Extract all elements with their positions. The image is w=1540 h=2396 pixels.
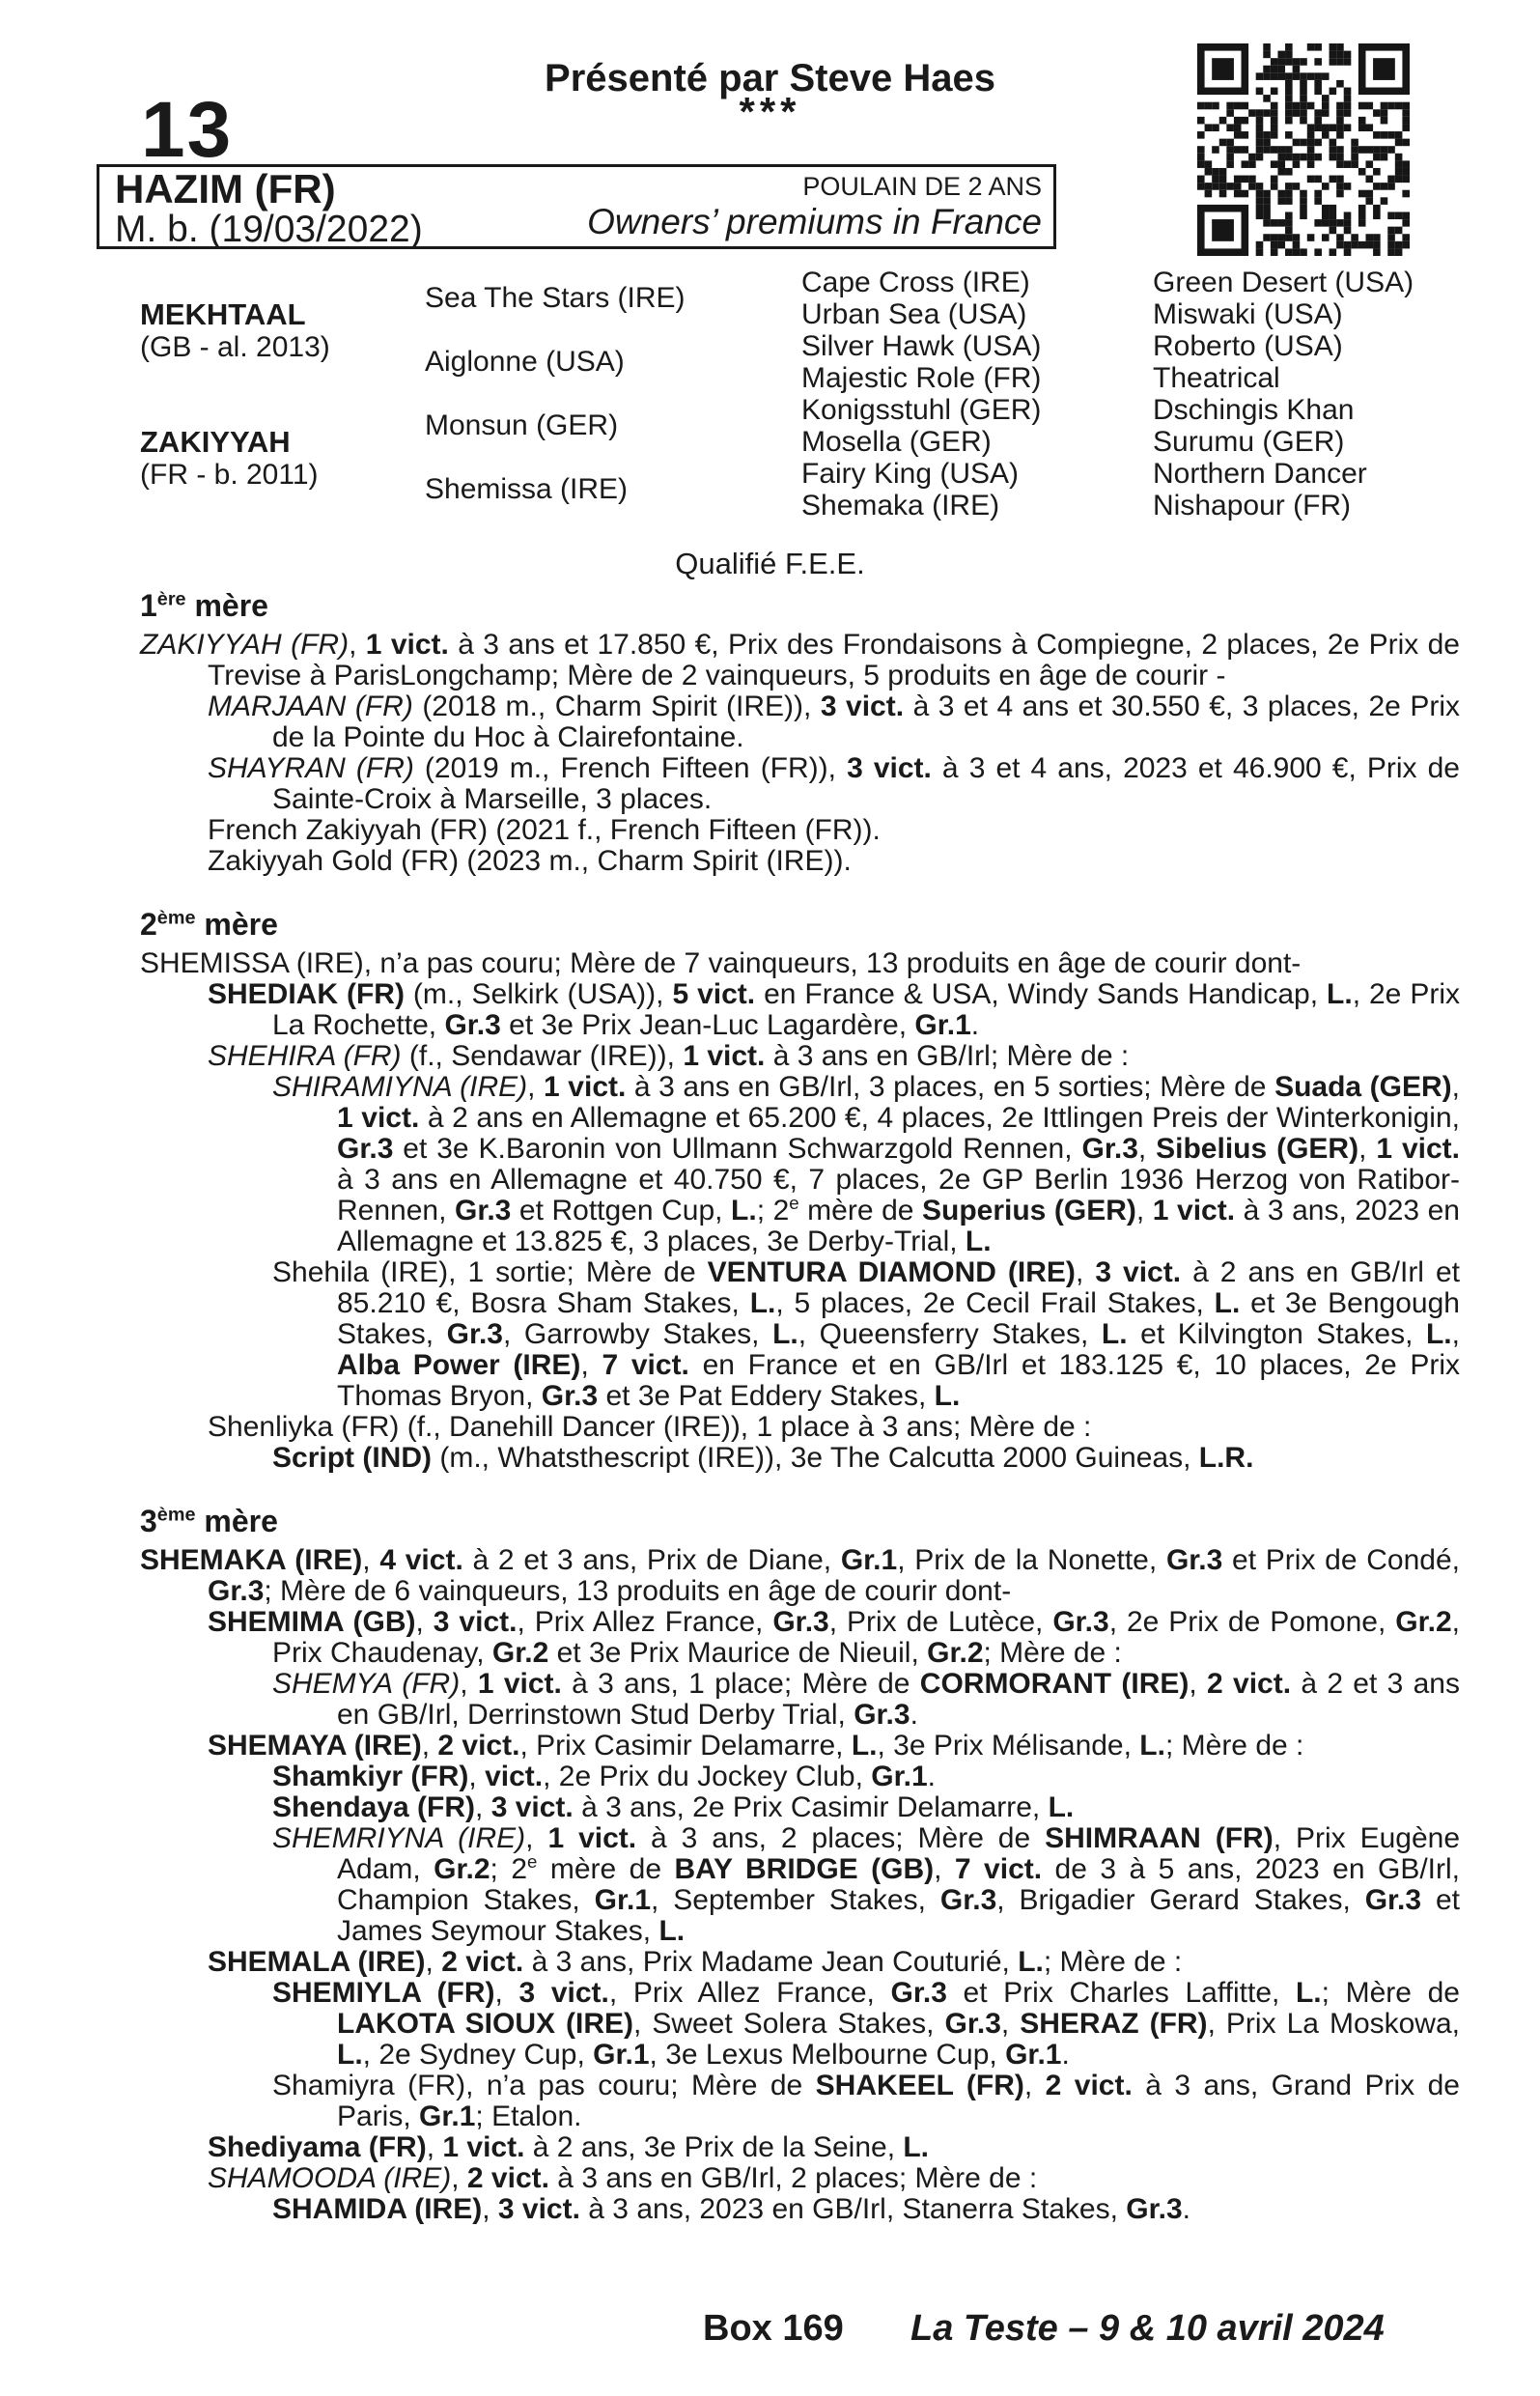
text-segment: 2 vict. (437, 1730, 520, 1762)
pedigree-ancestor: Konigsstuhl (GER) (801, 394, 1042, 426)
text-segment: Gr.1 (419, 2100, 476, 2132)
text-segment: LAKOTA SIOUX (IRE) (337, 2008, 633, 2040)
text-segment: , (1075, 1256, 1096, 1288)
text-segment: 3 (140, 1504, 157, 1538)
pedigree-ancestor: Northern Dancer (1153, 458, 1367, 490)
text-segment: à 2 ans, 3e Prix de la Seine, (524, 2131, 904, 2163)
text-segment: , 3e Lexus Melbourne Cup, (649, 2039, 1006, 2071)
text-segment: à 3 ans, 2 places; Mère de (636, 1822, 1046, 1854)
text-segment: à 2 ans en Allemagne et 65.200 €, 4 places, 2e Ittlingen Preis der Winterkonigin, (419, 1102, 1460, 1134)
lot-number: 13 (141, 86, 234, 174)
text-segment: à 3 ans, Prix Madame Jean Couturié, (523, 1946, 1019, 1978)
text-segment: 1 vict. (547, 1822, 637, 1854)
text-segment: à 3 ans, 2023 en GB/Irl, Stanerra Stakes, (579, 2193, 1127, 2225)
text-segment: mère (185, 588, 268, 623)
pedigree-ancestor: Fairy King (USA) (801, 458, 1020, 490)
text-segment: L. (851, 1730, 878, 1762)
text-segment: , (1023, 2070, 1046, 2101)
text-segment: (f., Sendawar (IRE)), (401, 1040, 684, 1072)
text-segment: , (1451, 1071, 1460, 1103)
text-segment: , Garrowby Stakes, (502, 1318, 773, 1350)
text-segment: 3 vict. (490, 1791, 574, 1823)
pedigree-ancestor: Aiglonne (USA) (425, 346, 625, 378)
text-segment: SHAYRAN (FR) (208, 752, 414, 784)
text-segment: en France & USA, Windy Sands Handicap, (755, 978, 1328, 1010)
text-segment: , (1000, 2008, 1021, 2040)
footer-box-number: Box 169 (703, 2308, 844, 2349)
text-segment: SHEMAKA (IRE) (140, 1544, 363, 1576)
text-segment: Gr.1 (594, 1884, 651, 1916)
pedigree-sire-origin: (GB - al. 2013) (140, 331, 330, 363)
text-segment: L. (1425, 1318, 1452, 1350)
paragraph (140, 1823, 1460, 1947)
text-segment: Gr.3 (454, 1195, 512, 1226)
text-segment: SHEHIRA (FR) (208, 1040, 402, 1072)
text-segment: 5 vict. (672, 978, 756, 1010)
paragraph (140, 2071, 1460, 2132)
pedigree-ancestor: Shemaka (IRE) (801, 490, 1000, 521)
text-segment: à 3 ans, 2e Prix Casimir Delamarre, (573, 1791, 1049, 1823)
paragraph (140, 1731, 1460, 1762)
pedigree-dam-name: ZAKIYYAH (140, 425, 291, 459)
text-segment: Gr.1 (871, 1761, 928, 1792)
pedigree-text (140, 587, 1460, 2254)
pedigree-ancestor: Roberto (USA) (1153, 330, 1343, 362)
text-segment: et Kilvington Stakes, (1127, 1318, 1426, 1350)
text-segment: French Zakiyyah (FR) (2021 f., French Fifteen (FR)). (208, 814, 881, 846)
text-segment: L. (1327, 978, 1353, 1010)
text-segment: mère de (798, 1195, 922, 1226)
text-segment: Shamkiyr (FR) (272, 1761, 469, 1792)
text-segment: et James Seymour Stakes, (337, 1884, 1461, 1947)
paragraph (140, 1762, 1460, 1792)
text-segment: , 2e Prix du Jockey Club, (543, 1761, 872, 1792)
text-segment: Alba Power (IRE) (337, 1349, 581, 1381)
text-segment: L. (1048, 1791, 1075, 1823)
text-segment: (m., Whatsthescript (IRE)), 3e The Calcutta 2000 Guineas, (432, 1442, 1199, 1474)
text-segment: à 3 ans en GB/Irl, 2 places; Mère de : (548, 2162, 1038, 2194)
text-segment: (2018 m., Charm Spirit (IRE)), (412, 691, 821, 722)
text-segment: L. (658, 1915, 686, 1947)
section-third-dam-heading (140, 1503, 1460, 1539)
paragraph (140, 979, 1460, 1041)
paragraph (140, 1443, 1460, 1474)
text-segment: et 3e K.Baronin von Ullmann Schwarzgold Rennen, (393, 1133, 1082, 1165)
text-segment: ère (156, 588, 186, 610)
text-segment: , (482, 2193, 498, 2225)
owners-premiums-note: Owners’ premiums in France (587, 202, 1042, 241)
horse-category: POULAIN DE 2 ANS (802, 172, 1042, 201)
text-segment: , Prix Eugène Adam, (337, 1822, 1461, 1885)
pedigree-ancestor: Silver Hawk (USA) (801, 330, 1042, 362)
pedigree-ancestor: Majestic Role (FR) (801, 362, 1042, 394)
text-segment: en France et en GB/Irl et 183.125 €, 10 places, 2e Prix Thomas Bryon, (337, 1349, 1461, 1412)
horse-name: HAZIM (FR) (115, 166, 336, 211)
text-segment: et 3e Prix Jean-Luc Lagardère, (500, 1009, 915, 1041)
text-segment: L. (731, 1195, 757, 1226)
text-segment: , (1451, 1318, 1460, 1350)
text-segment: SHIRAMIYNA (IRE) (272, 1071, 528, 1103)
text-segment: Gr.3 (772, 1606, 829, 1638)
text-segment: Gr.1 (914, 1009, 971, 1041)
pedigree-ancestor: Green Desert (USA) (1153, 267, 1414, 298)
text-segment: Shehila (IRE), 1 sortie; Mère de (272, 1256, 708, 1288)
text-segment: , (525, 1822, 548, 1854)
text-segment: 7 vict. (602, 1349, 689, 1381)
text-segment: . (927, 1761, 936, 1792)
text-segment: e (527, 1851, 538, 1872)
section-second-dam-body (140, 948, 1460, 1474)
text-segment: , 2e Sydney Cup, (362, 2039, 594, 2071)
text-segment: , 2e Prix de Pomone, (1108, 1606, 1396, 1638)
text-segment: de 3 à 5 ans, 2023 en GB/Irl, Champion Stakes, (337, 1853, 1461, 1916)
text-segment: e (789, 1193, 799, 1213)
text-segment: , 2e Prix La Rochette, (272, 978, 1460, 1041)
text-segment: à 3 ans, 1 place; Mère de (561, 1668, 920, 1700)
text-segment: SHERAZ (FR) (1020, 2008, 1208, 2040)
text-segment: à 3 ans en Allemagne et 40.750 €, 7 places, 2e GP Berlin 1936 Herzog von Ratibor-Rennen, (337, 1164, 1460, 1226)
text-segment: , Prix La Moskowa, (1207, 2008, 1460, 2040)
text-segment: ; Mère de : (1043, 1946, 1183, 1978)
section-first-dam-heading (140, 587, 1460, 624)
text-segment: SHEMISSA (IRE), n’a pas couru; Mère de 7 vainqueurs, 13 produits en âge de courir dont- (140, 947, 1302, 979)
text-segment: Shediyama (FR) (208, 2131, 427, 2163)
text-segment: et 3e Prix Maurice de Nieuil, (548, 1637, 928, 1669)
pedigree-ancestor: Shemissa (IRE) (425, 473, 629, 505)
text-segment: ; Mère de 6 vainqueurs, 13 produits en âge de courir dont- (264, 1575, 1012, 1607)
text-segment: 3 vict. (497, 2193, 580, 2225)
text-segment: Gr.3 (1052, 1606, 1109, 1638)
pedigree-ancestor: Sea The Stars (IRE) (425, 282, 686, 314)
text-segment: 1 vict. (365, 629, 449, 661)
text-segment: , (415, 1606, 434, 1638)
text-segment: Gr.2 (927, 1637, 984, 1669)
text-segment: , (349, 629, 366, 661)
text-segment: , (426, 2131, 443, 2163)
text-segment: à 3 et 4 ans, 2023 et 46.900 €, Prix de Sainte-Croix à Marseille, 3 places. (272, 752, 1460, 815)
text-segment: SHAMIDA (IRE) (272, 2193, 483, 2225)
text-segment: , Prix Chaudenay, (272, 1606, 1460, 1669)
section-second-dam (140, 906, 1460, 1474)
text-segment: Script (IND) (272, 1442, 432, 1474)
pedigree-generation-2 (425, 282, 686, 537)
text-segment: 1 vict. (1152, 1195, 1236, 1226)
paragraph (140, 1545, 1460, 1607)
text-segment: 1 vict. (544, 1071, 627, 1103)
text-segment: Gr.2 (491, 1637, 549, 1669)
text-segment: , Prix Allez France, (608, 1977, 891, 2009)
text-segment: à 3 ans en GB/Irl; Mère de : (765, 1040, 1130, 1072)
paragraph (140, 1947, 1460, 1978)
paragraph (140, 753, 1460, 815)
text-segment: ZAKIYYAH (FR) (140, 629, 350, 661)
text-segment: SHAKEEL (FR) (815, 2070, 1024, 2101)
text-segment: et Rottgen Cup, (511, 1195, 732, 1226)
text-segment: . (910, 1699, 918, 1731)
text-segment: Shamiyra (FR), n’a pas couru; Mère de (272, 2070, 816, 2101)
text-segment: Shenliyka (FR) (f., Danehill Dancer (IRE)), 1 place à 3 ans; Mère de : (208, 1411, 1092, 1443)
pedigree-ancestor: Surumu (GER) (1153, 426, 1345, 458)
text-segment: ; 2 (756, 1195, 790, 1226)
text-segment: , (1137, 1133, 1157, 1165)
text-segment: , September Stakes, (651, 1884, 940, 1916)
text-segment: SHEMIMA (GB) (208, 1606, 416, 1638)
text-segment: à 3 et 4 ans et 30.550 €, 3 places, 2e Prix de la Pointe du Hoc à Clairefontaine. (272, 691, 1461, 753)
text-segment: , (494, 1977, 519, 2009)
text-segment: à 2 ans en GB/Irl et 85.210 €, Bosra Sham Stakes, (337, 1256, 1461, 1319)
text-segment: 3 vict. (847, 752, 932, 784)
text-segment: Gr.3 (854, 1699, 910, 1731)
text-segment: Gr.3 (1364, 1884, 1422, 1916)
text-segment: , Sweet Solera Stakes, (633, 2008, 945, 2040)
section-first-dam (140, 587, 1460, 877)
text-segment: L. (1295, 1977, 1322, 2009)
text-segment: 3 vict. (518, 1977, 609, 2009)
text-segment: Gr.3 (890, 1977, 947, 2009)
pedigree-dam-origin: (FR - b. 2011) (140, 459, 319, 491)
text-segment: , Prix Allez France, (517, 1606, 773, 1638)
pedigree-ancestor: Dschingis Khan (1153, 394, 1355, 426)
text-segment: Sibelius (GER) (1156, 1133, 1359, 1165)
text-segment: 1 vict. (1376, 1133, 1460, 1165)
text-segment: SHEMRIYNA (IRE) (272, 1822, 526, 1854)
paragraph (140, 2163, 1460, 2194)
text-segment: , (475, 1791, 491, 1823)
text-segment: CORMORANT (IRE) (919, 1668, 1190, 1700)
header-box (97, 164, 1056, 249)
text-segment: , (527, 1071, 545, 1103)
text-segment: SHEDIAK (FR) (208, 978, 405, 1010)
text-segment: et Prix de Condé, (1222, 1544, 1460, 1576)
pedigree-ancestor: Mosella (GER) (801, 426, 992, 458)
pedigree-ancestor: Nishapour (FR) (1153, 490, 1352, 521)
text-segment: 1 vict. (442, 2131, 525, 2163)
text-segment: Gr.2 (434, 1853, 490, 1885)
text-segment: Gr.3 (939, 1884, 997, 1916)
text-segment: , (934, 1853, 955, 1885)
text-segment: Superius (GER) (922, 1195, 1136, 1226)
section-first-dam-body (140, 630, 1460, 877)
horse-sex-birthdate: M. b. (19/03/2022) (115, 209, 423, 250)
text-segment: ; Mère de : (983, 1637, 1122, 1669)
paragraph (140, 630, 1460, 691)
header-right (587, 168, 1042, 244)
pedigree-sire-name: MEKHTAAL (140, 297, 306, 331)
text-segment: Shendaya (FR) (272, 1791, 476, 1823)
section-third-dam (140, 1503, 1460, 2225)
paragraph (140, 815, 1460, 846)
qr-code-image (1197, 43, 1410, 256)
text-segment: et 3e Pat Eddery Stakes, (598, 1380, 935, 1412)
text-segment: Gr.3 (337, 1133, 394, 1165)
text-segment: (2019 m., French Fifteen (FR)), (413, 752, 848, 784)
fee-qualification: Qualifié F.E.E. (675, 547, 865, 580)
text-segment: 3 vict. (1095, 1256, 1182, 1288)
text-segment: 1 vict. (477, 1668, 562, 1700)
text-segment: à 3 ans, Grand Prix de Paris, (337, 2070, 1460, 2132)
text-segment: , Prix Casimir Delamarre, (519, 1730, 852, 1762)
text-segment: (m., Selkirk (USA)), (404, 978, 673, 1010)
text-segment: Gr.1 (593, 2039, 650, 2071)
text-segment: mère de (537, 1853, 675, 1885)
text-segment: , Queensferry Stakes, (798, 1318, 1102, 1350)
text-segment: 2 (140, 907, 157, 942)
text-segment: , 5 places, 2e Cecil Frail Stakes, (775, 1287, 1215, 1319)
paragraph (140, 1792, 1460, 1823)
pedigree-generation-3 (801, 267, 1041, 521)
text-segment: Gr.1 (1005, 2039, 1062, 2071)
text-segment: 3 vict. (820, 691, 905, 722)
text-segment: L. (903, 2131, 930, 2163)
paragraph (140, 1978, 1460, 2071)
text-segment: SHAMOODA (IRE) (208, 2162, 452, 2194)
text-segment: , (425, 1946, 442, 1978)
text-segment: L. (1139, 1730, 1165, 1762)
text-segment: 2 vict. (1045, 2070, 1133, 2101)
text-segment: BAY BRIDGE (GB) (674, 1853, 935, 1885)
text-segment: ; 2 (490, 1853, 528, 1885)
section-third-dam-body (140, 1545, 1460, 2225)
text-segment: . (1061, 2039, 1070, 2071)
text-segment: , (1135, 1195, 1153, 1226)
text-segment: Gr.3 (208, 1575, 265, 1607)
text-segment: SHEMYA (FR) (272, 1668, 461, 1700)
text-segment: ème (156, 907, 196, 929)
text-segment: L. (1018, 1946, 1044, 1978)
text-segment: 1 vict. (337, 1102, 420, 1134)
text-segment: 4 vict. (379, 1544, 463, 1576)
text-segment: 1 (140, 588, 157, 623)
text-segment: Suada (GER) (1274, 1071, 1452, 1103)
text-segment: ; Mère de : (1164, 1730, 1304, 1762)
text-segment: L. (1214, 1287, 1241, 1319)
text-segment: SHIMRAAN (FR) (1045, 1822, 1274, 1854)
stars-separator: *** (739, 89, 801, 134)
text-segment: vict. (485, 1761, 544, 1792)
text-segment: , (421, 1730, 438, 1762)
pedigree-ancestor: Miswaki (USA) (1153, 298, 1343, 330)
text-segment: et 3e Bengough Stakes, (337, 1287, 1460, 1350)
text-segment: mère (195, 907, 278, 942)
text-segment: SHEMIYLA (FR) (272, 1977, 495, 2009)
text-segment: , (1189, 1668, 1208, 1700)
text-segment: Gr.2 (1395, 1606, 1452, 1638)
paragraph (140, 846, 1460, 877)
text-segment: , (468, 1761, 486, 1792)
text-segment: Gr.3 (1081, 1133, 1138, 1165)
qr-code (1197, 43, 1410, 256)
text-segment: , (580, 1349, 602, 1381)
text-segment: Zakiyyah Gold (FR) (2023 m., Charm Spirit (IRE)). (208, 845, 852, 877)
pedigree-ancestor: Urban Sea (USA) (801, 298, 1027, 330)
paragraph (140, 1669, 1460, 1731)
text-segment: SHEMAYA (IRE) (208, 1730, 422, 1762)
text-segment: 2 vict. (1207, 1668, 1292, 1700)
text-segment: 1 vict. (683, 1040, 766, 1072)
paragraph (140, 948, 1460, 979)
text-segment: , (451, 2162, 467, 2194)
text-segment: , Brigadier Gerard Stakes, (996, 1884, 1365, 1916)
text-segment: à 2 et 3 ans en GB/Irl, Derrinstown Stud Derby Trial, (337, 1668, 1460, 1731)
paragraph (140, 2132, 1460, 2163)
paragraph (140, 2194, 1460, 2225)
paragraph (140, 1412, 1460, 1443)
text-segment: Gr.3 (541, 1380, 599, 1412)
text-segment: , Prix de la Nonette, (897, 1544, 1166, 1576)
text-segment: L. (337, 2039, 363, 2071)
text-segment: MARJAAN (FR) (208, 691, 413, 722)
text-segment: 3 vict. (433, 1606, 518, 1638)
paragraph (140, 1257, 1460, 1412)
text-segment: L. (772, 1318, 798, 1350)
header-left (115, 166, 423, 250)
text-segment: 2 vict. (466, 2162, 549, 2194)
text-segment: VENTURA DIAMOND (IRE) (707, 1256, 1076, 1288)
text-segment: , 3e Prix Mélisande, (877, 1730, 1140, 1762)
text-segment: Gr.3 (444, 1009, 501, 1041)
text-segment: Gr.1 (840, 1544, 898, 1576)
text-segment: ; Etalon. (475, 2100, 582, 2132)
text-segment: , (1358, 1133, 1377, 1165)
pedigree-ancestor: Monsun (GER) (425, 409, 619, 441)
text-segment: à 3 ans en GB/Irl, 3 places, en 5 sorties; Mère de (626, 1071, 1275, 1103)
text-segment: et Prix Charles Laffitte, (946, 1977, 1296, 2009)
paragraph (140, 1041, 1460, 1072)
text-segment: Gr.3 (944, 2008, 1001, 2040)
pedigree-ancestor: Cape Cross (IRE) (801, 267, 1030, 298)
paragraph (140, 691, 1460, 753)
text-segment: , (362, 1544, 380, 1576)
presenter-line: Présenté par Steve Haes (545, 57, 995, 99)
text-segment: ème (156, 1504, 196, 1526)
text-segment: Gr.3 (1126, 2193, 1183, 2225)
text-segment: SHEMALA (IRE) (208, 1946, 426, 1978)
text-segment: , Prix de Lutèce, (828, 1606, 1053, 1638)
paragraph (140, 1072, 1460, 1257)
text-segment: . (1182, 2193, 1190, 2225)
text-segment: L. (934, 1380, 961, 1412)
footer-sale-date: La Teste – 9 & 10 avril 2024 (910, 2308, 1385, 2349)
text-segment: mère (195, 1504, 278, 1538)
text-segment: Gr.3 (1165, 1544, 1223, 1576)
text-segment: 7 vict. (954, 1853, 1043, 1885)
text-segment: L.R. (1198, 1442, 1254, 1474)
text-segment: . (970, 1009, 980, 1041)
text-segment: , (460, 1668, 478, 1700)
section-second-dam-heading (140, 906, 1460, 943)
paragraph (140, 1607, 1460, 1669)
text-segment: à 3 ans et 17.850 €, Prix des Frondaisons à Compiegne, 2 places, 2e Prix de Trevise à ParisLongchamp; Mère de 2 vainqueurs, 5 produits en âge de courir - (208, 629, 1460, 691)
pedigree-ancestor: Theatrical (1153, 362, 1280, 394)
text-segment: Gr.3 (446, 1318, 503, 1350)
text-segment: L. (1101, 1318, 1128, 1350)
text-segment: L. (749, 1287, 776, 1319)
text-segment: L. (965, 1226, 992, 1257)
pedigree-generation-4 (1153, 267, 1414, 521)
text-segment: à 2 et 3 ans, Prix de Diane, (462, 1544, 841, 1576)
text-segment: à 3 ans, 2023 en Allemagne et 13.825 €, 3 places, 3e Derby-Trial, (337, 1195, 1460, 1257)
text-segment: ; Mère de (1321, 1977, 1460, 2009)
text-segment: 2 vict. (441, 1946, 524, 1978)
